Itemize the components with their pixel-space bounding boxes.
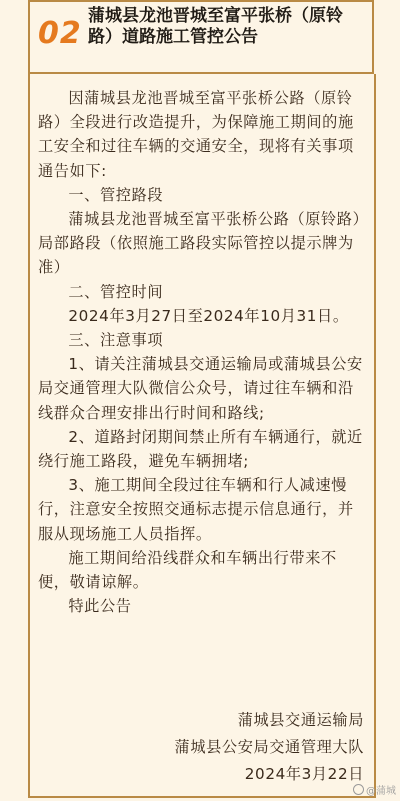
notice-title: 蒲城县龙池晋城至富平张桥（原铃路）道路施工管控公告: [88, 6, 343, 47]
section3-heading: 三、注意事项: [68, 331, 164, 350]
watermark-text: @蒲城: [366, 786, 396, 797]
weibo-icon: [353, 784, 364, 795]
header-left-border: [28, 0, 30, 74]
notice-body: [38, 86, 364, 618]
signature-org-1: 蒲城县交通运输局: [237, 711, 364, 729]
notice-item-3: 3、施工期间全段过往车辆和行人减速慢行，注意安全按照交通标志提示信息通行，并服从现场施工人员指挥。: [38, 476, 354, 543]
section-number: 02: [38, 16, 82, 51]
section1-heading: 一、管控路段: [68, 185, 164, 204]
header-right-border: [372, 0, 374, 74]
intro-paragraph: 因蒲城县龙池晋城至富平张桥公路（原铃路）全段进行改造提升，为保障施工期间的施工安全和过往车辆的交通安全，现将有关事项通告如下:: [38, 89, 354, 180]
section2-text: 2024年3月27日至2024年10月31日。: [68, 306, 349, 325]
watermark: [353, 782, 396, 797]
header-top-border: [28, 0, 374, 2]
signature-org-2: 蒲城县公安局交通管理大队: [174, 738, 364, 756]
signature-date: 2024年3月22日: [244, 765, 364, 783]
section1-text: 蒲城县龙池晋城至富平张桥公路（原铃路）局部路段（依照施工路段实际管控以提示牌为准）: [38, 210, 361, 277]
notice-item-2: 2、道路封闭期间禁止所有车辆通行，就近绕行施工路段，避免车辆拥堵;: [38, 427, 363, 471]
notice-header: [0, 0, 400, 74]
announce-line: 特此公告: [68, 597, 132, 616]
notice-item-1: 1、请关注蒲城县交通运输局或蒲城县公安局交通管理大队微信公众号，请过往车辆和沿线群众合理安排出行时间和路线;: [38, 355, 363, 422]
section2-heading: 二、管控时间: [68, 282, 164, 301]
closing-paragraph: 施工期间给沿线群众和车辆出行带来不便，敬请谅解。: [38, 548, 337, 592]
